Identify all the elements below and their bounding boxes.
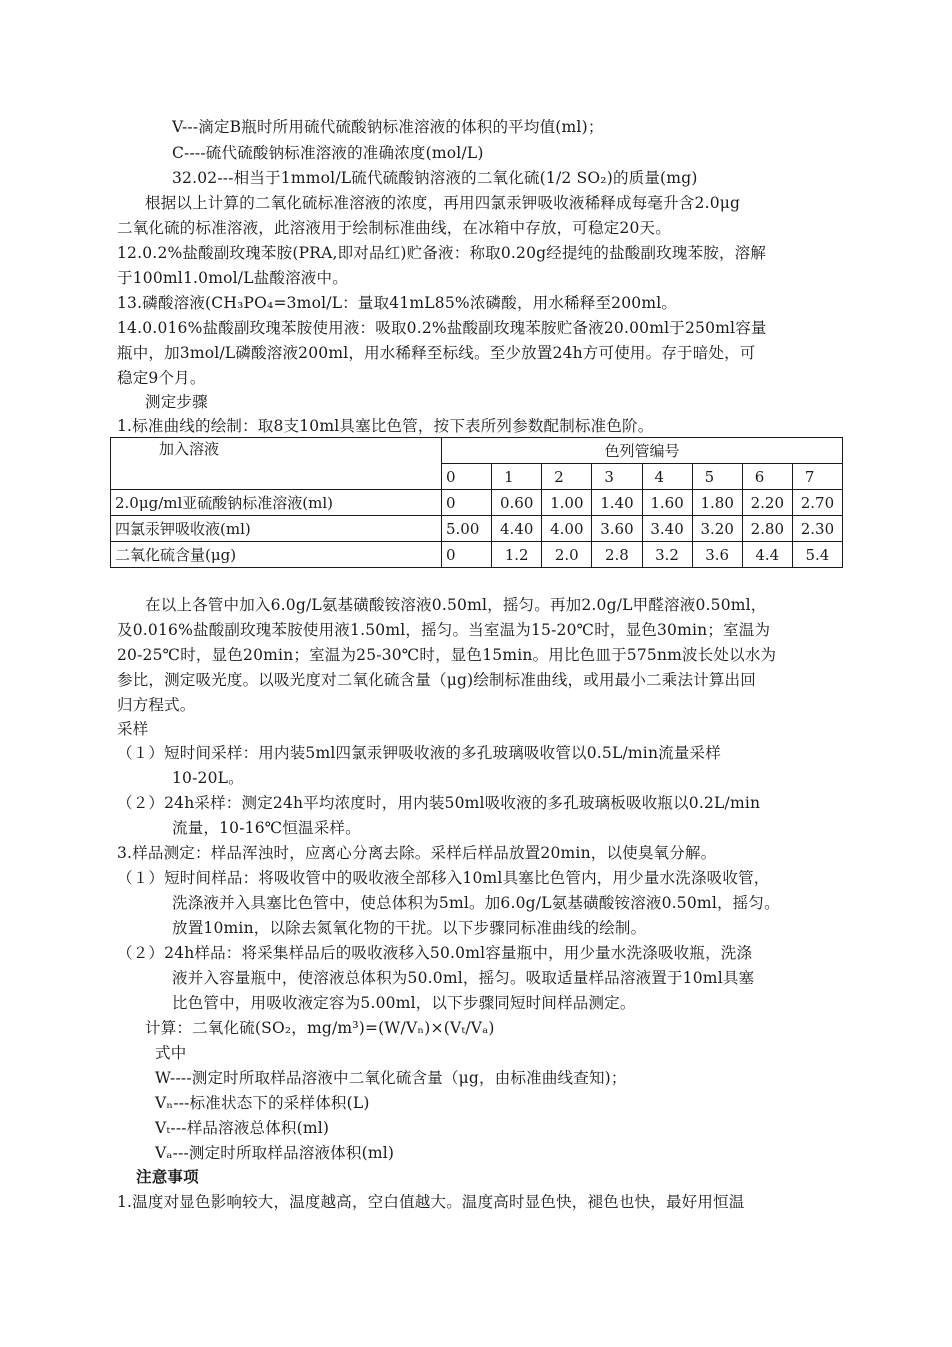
measure1-line-2: 洗涤液并入具塞比色管中，使总体积为5ml。加6.0g/L氨基磺酸铵溶液0.50ml，摇匀。 (172, 894, 780, 912)
var-vn: Vₙ---标准状态下的采样体积(L) (155, 1094, 370, 1112)
measure2-line-3: 比色管中，用吸收液定容为5.00ml，以下步骤同短时间样品测定。 (172, 994, 636, 1012)
table-cell: 0 (442, 542, 492, 568)
def-c: C----硫代硫酸钠标准溶液的准确浓度(mol/L) (172, 144, 484, 162)
table-cell: 4.40 (492, 516, 542, 542)
procedure-line-3: 20-25℃时，显色20min；室温为25-30℃时，显色15min。用比色皿于575nm波长处以水为 (117, 646, 777, 664)
table-cell: 4.00 (542, 516, 592, 542)
item13: 13.磷酸溶液(CH₃PO₄=3mol/L：量取41mL85%浓磷酸，用水稀释至200ml。 (117, 294, 678, 312)
table-cell: 1.60 (642, 490, 692, 516)
table-cell: 1.2 (492, 542, 542, 568)
sampling2-line-2: 流量，10-16℃恒温采样。 (172, 819, 361, 837)
item14-line-1: 14.0.016%盐酸副玫瑰苯胺使用液：吸取0.2%盐酸副玫瑰苯胺贮备液20.00ml于250ml容量 (117, 319, 767, 337)
table-header-left: 加入溶液 (111, 438, 442, 490)
table-cell: 1.00 (542, 490, 592, 516)
table-cell: 1.80 (692, 490, 742, 516)
tube-number: 1 (492, 464, 542, 490)
table-cell: 2.30 (792, 516, 842, 542)
table-cell: 1.40 (592, 490, 642, 516)
step3: 3.样品测定：样品浑浊时，应离心分离去除。采样后样品放置20min，以使臭氧分解。 (117, 844, 717, 862)
table-cell: 3.60 (592, 516, 642, 542)
table-header-right: 色列管编号 (442, 438, 843, 464)
var-va: Vₐ---测定时所取样品溶液体积(ml) (155, 1144, 395, 1162)
measure1-line-1: （１）短时间样品：将吸收管中的吸收液全部移入10ml具塞比色管内，用少量水洗涤吸收管， (117, 869, 770, 887)
sampling1-line-2: 10-20L。 (172, 769, 244, 787)
table-cell: 2.20 (742, 490, 792, 516)
table-cell: 0 (442, 490, 492, 516)
heading-sampling: 采样 (117, 720, 149, 738)
table-row (111, 490, 843, 516)
table-cell: 2.80 (742, 516, 792, 542)
tube-number: 0 (442, 464, 492, 490)
sampling1-line-1: （１）短时间采样：用内装5ml四氯汞钾吸收液的多孔玻璃吸收管以0.5L/min流量采样 (117, 744, 721, 762)
table-cell: 5.00 (442, 516, 492, 542)
measure2-line-1: （２）24h样品：将采集样品后的吸收液移入50.0ml容量瓶中，用少量水洗涤吸收瓶，洗涤 (117, 944, 753, 962)
def-m: 32.02---相当于1mmol/L硫代硫酸钠溶液的二氧化硫(1/2 SO₂)的质量(mg) (172, 169, 698, 187)
table-cell: 3.6 (692, 542, 742, 568)
para-dilute-line-1: 根据以上计算的二氧化硫标准溶液的浓度，再用四氯汞钾吸收液稀释成每毫升含2.0μg (145, 194, 741, 212)
formula: 计算：二氧化硫(SO₂，mg/m³)=(W/Vₙ)×(Vₜ/Vₐ) (145, 1019, 495, 1037)
procedure-line-5: 归方程式。 (117, 696, 196, 714)
formula-where: 式中 (155, 1044, 187, 1062)
tube-number: 4 (642, 464, 692, 490)
note1: 1.温度对显色影响较大，温度越高，空白值越大。温度高时显色快，褪色也快，最好用恒温 (117, 1193, 745, 1211)
tube-number: 6 (742, 464, 792, 490)
measure1-line-3: 放置10min，以除去氮氧化物的干扰。以下步骤同标准曲线的绘制。 (172, 919, 647, 937)
row-label: 四氯汞钾吸收液(ml) (111, 516, 442, 542)
standard-series-table (110, 437, 843, 568)
item14-line-2: 瓶中，加3mol/L磷酸溶液200ml，用水稀释至标线。至少放置24h方可使用。存于暗处，可 (117, 344, 756, 362)
table-cell: 2.0 (542, 542, 592, 568)
table-row (111, 542, 843, 568)
var-w: W----测定时所取样品溶液中二氧化硫含量（μg，由标准曲线查知)； (155, 1069, 627, 1087)
item14-line-3: 稳定9个月。 (117, 369, 206, 387)
table-cell: 2.70 (792, 490, 842, 516)
table-cell: 3.2 (642, 542, 692, 568)
procedure-line-1: 在以上各管中加入6.0g/L氨基磺酸铵溶液0.50ml，摇匀。再加2.0g/L甲醛溶液0.50ml， (145, 596, 767, 614)
measure2-line-2: 液并入容量瓶中，使溶液总体积为50.0ml，摇匀。吸取适量样品溶液置于10ml具塞 (172, 969, 755, 987)
tube-number: 5 (692, 464, 742, 490)
def-v: V---滴定B瓶时所用硫代硫酸钠标准溶液的体积的平均值(ml)； (172, 118, 604, 136)
tube-number: 3 (592, 464, 642, 490)
item12-line-2: 于100ml1.0mol/L盐酸溶液中。 (117, 269, 348, 287)
table-cell: 3.40 (642, 516, 692, 542)
procedure-line-2: 及0.016%盐酸副玫瑰苯胺使用液1.50ml，摇匀。当室温为15-20℃时，显色30min；室温为 (117, 621, 771, 639)
heading-steps: 测定步骤 (145, 393, 208, 411)
table-cell: 2.8 (592, 542, 642, 568)
table-cell: 4.4 (742, 542, 792, 568)
tube-number: 2 (542, 464, 592, 490)
var-vt: Vₜ---样品溶液总体积(ml) (155, 1119, 330, 1137)
heading-notes: 注意事项 (136, 1167, 199, 1186)
table-cell: 0.60 (492, 490, 542, 516)
row-label: 2.0μg/ml亚硫酸钠标准溶液(ml) (111, 490, 442, 516)
tube-number: 7 (792, 464, 842, 490)
sampling2-line-1: （２）24h采样：测定24h平均浓度时，用内装50ml吸收液的多孔玻璃板吸收瓶以0.2L/min (117, 794, 761, 812)
procedure-line-4: 参比，测定吸光度。以吸光度对二氧化硫含量（μg)绘制标准曲线，或用最小二乘法计算出回 (117, 671, 756, 689)
row-label: 二氧化硫含量(μg) (111, 542, 442, 568)
item12-line-1: 12.0.2%盐酸副玫瑰苯胺(PRA,即对品红)贮备液：称取0.20g经提纯的盐酸副玫瑰苯胺，溶解 (117, 244, 767, 262)
table-cell: 5.4 (792, 542, 842, 568)
para-dilute-line-2: 二氧化硫的标准溶液，此溶液用于绘制标准曲线，在冰箱中存放，可稳定20天。 (117, 219, 671, 237)
step1: 1.标准曲线的绘制：取8支10ml具塞比色管，按下表所列参数配制标准色阶。 (117, 417, 654, 435)
table-row (111, 516, 843, 542)
table-cell: 3.20 (692, 516, 742, 542)
